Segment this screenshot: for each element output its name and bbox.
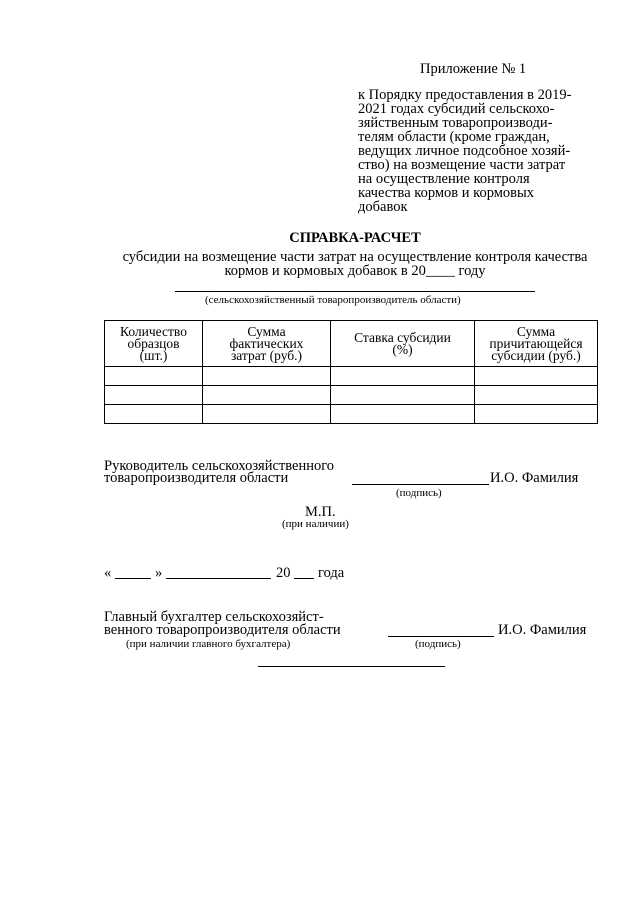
annex-line: 2021 годах субсидий сельскохо- xyxy=(358,101,555,117)
date-day-line[interactable] xyxy=(115,578,151,579)
table-cell[interactable] xyxy=(203,367,331,386)
table-row xyxy=(105,405,598,424)
header-actual-costs: Сумма фактических затрат (руб.) xyxy=(203,321,331,367)
document-title: СПРАВКА-РАСЧЕТ xyxy=(289,230,421,246)
producer-caption: (сельскохозяйственный товаропроизводитель области) xyxy=(205,294,461,306)
table-row xyxy=(105,367,598,386)
annex-line: на осуществление контроля xyxy=(358,171,530,187)
date-open-quote: « xyxy=(104,565,112,581)
document-subtitle: кормов и кормовых добавок в 20____ году xyxy=(224,263,486,279)
head-role: Руководитель сельскохозяйственного xyxy=(104,458,335,474)
annex-line: ство) на возмещение части затрат xyxy=(358,157,566,173)
accountant-role: Главный бухгалтер сельскохозяйст- xyxy=(104,609,324,625)
accountant-signature-line xyxy=(388,636,494,637)
annex-line: качества кормов и кормовых xyxy=(358,185,534,201)
annex-line: добавок xyxy=(358,199,408,215)
header-sample-count: Количество образцов (шт.) xyxy=(105,321,203,367)
table-cell[interactable] xyxy=(475,386,598,405)
table-cell[interactable] xyxy=(475,405,598,424)
table-cell[interactable] xyxy=(203,386,331,405)
stamp-label: М.П. xyxy=(305,504,336,520)
table-cell[interactable] xyxy=(475,367,598,386)
table-cell[interactable] xyxy=(203,405,331,424)
producer-name-line xyxy=(175,291,535,292)
header-subsidy-amount: Сумма причитающейся субсидии (руб.) xyxy=(475,321,598,367)
accountant-signature-caption: (подпись) xyxy=(415,638,461,650)
annex-line: зяйственным товаропроизводи- xyxy=(358,115,553,131)
date-year-suffix: года xyxy=(318,565,345,581)
annex-line: телям области (кроме граждан, xyxy=(358,129,550,145)
table-cell[interactable] xyxy=(105,386,203,405)
closing-divider xyxy=(258,666,445,667)
head-signature-caption: (подпись) xyxy=(396,487,442,499)
table-cell[interactable] xyxy=(331,367,475,386)
stamp-caption: (при наличии) xyxy=(282,518,349,530)
date-month-line[interactable] xyxy=(166,578,271,579)
annex-title: Приложение № 1 xyxy=(420,61,527,77)
head-role: товаропроизводителя области xyxy=(104,470,289,486)
table-row xyxy=(105,386,598,405)
table-cell[interactable] xyxy=(331,386,475,405)
header-subsidy-rate: Ставка субсидии (%) xyxy=(331,321,475,367)
head-name: И.О. Фамилия xyxy=(490,470,579,486)
accountant-name: И.О. Фамилия xyxy=(498,622,587,638)
annex-line: к Порядку предоставления в 2019- xyxy=(358,87,572,103)
table-cell[interactable] xyxy=(331,405,475,424)
table-cell[interactable] xyxy=(105,367,203,386)
date-year-prefix: 20 xyxy=(276,565,291,581)
date-close-quote: » xyxy=(155,565,163,581)
date-year-line[interactable] xyxy=(294,578,314,579)
accountant-note: (при наличии главного бухгалтера) xyxy=(126,638,291,650)
document-subtitle: субсидии на возмещение части затрат на осуществление контроля качества xyxy=(122,249,588,265)
head-signature-line xyxy=(352,484,489,485)
accountant-role: венного товаропроизводителя области xyxy=(104,622,341,638)
table-cell[interactable] xyxy=(105,405,203,424)
calculation-table xyxy=(104,320,598,424)
annex-line: ведущих личное подсобное хозяй- xyxy=(358,143,571,159)
table-header-row xyxy=(105,321,598,367)
